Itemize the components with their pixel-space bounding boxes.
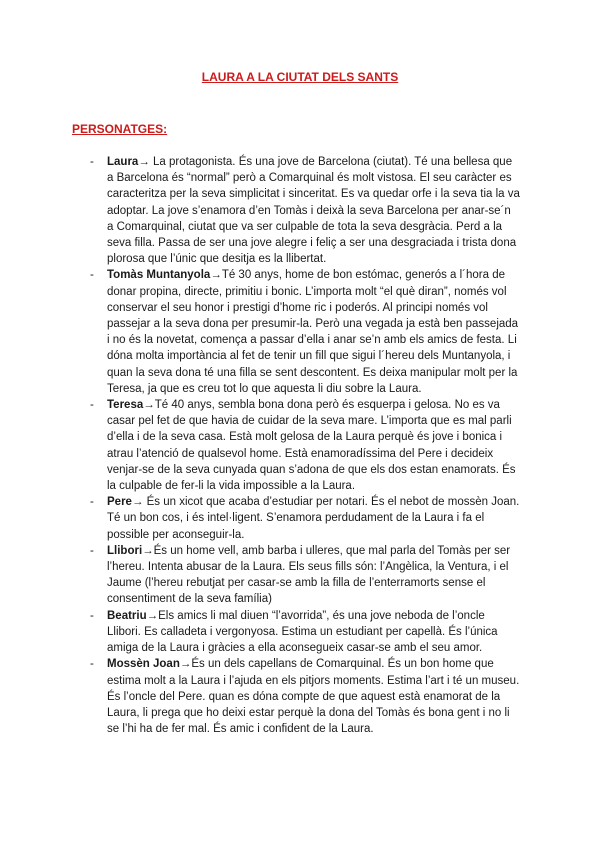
arrow-glyph: → [179, 658, 192, 671]
character-list [90, 154, 520, 737]
arrow-glyph: → [131, 496, 144, 509]
character-description: Té 30 anys, home de bon estómac, generós a l´hora de donar propina, directe, primitiu i bonic. L’importa molt “el què diran”, només vol conservar el seu honor i prestigi d’home ric i poderós. Al principi només vol passejar a la seva dona per presumir-la. Però una vegada ja està ben passejada i no és la novetat, comença a passar d’ella i anar se’n amb els amics de festa. Li dóna molta importància al fet de tenir un fill que sigui l´hereu dels Muntanyola, i quan la seva dona té una filla se sent descontent. Es deixa manipular molt per la Teresa, ja que es creu tot lo que aquesta li diu sobre la Laura. [107, 269, 519, 395]
list-item-llibori [90, 543, 520, 608]
bullet-dash: - [90, 658, 94, 671]
list-item-pere [90, 494, 520, 543]
character-description: És un home vell, amb barba i ulleres, que mal parla del Tomàs per ser l’hereu. Intenta abusar de la Laura. Els seus fills són: l’Angèlica, la Ventura, i el Jaume (l’hereu rebutjat per casar-se amb la filla de l’enterramorts sense el consentiment de la seva família) [107, 544, 511, 606]
bullet-dash: - [90, 496, 94, 509]
list-item-laura [90, 154, 520, 267]
character-name: Llibori [107, 544, 143, 557]
list-item-mossen-joan [90, 656, 520, 737]
character-name: Laura [107, 156, 139, 168]
list-item-tomas [90, 267, 520, 397]
character-name: Pere [107, 496, 132, 509]
bullet-dash: - [90, 609, 94, 622]
character-name: Mossèn Joan [107, 658, 180, 671]
character-description: És un xicot que acaba d’estudiar per notari. És el nebot de mossèn Joan. Té un bon cos, i és intel·ligent. S’enamora perdudament de la Laura i fa el possible per aconseguir-la. [107, 496, 520, 541]
bullet-dash: - [90, 399, 94, 412]
character-description: És un dels capellans de Comarquinal. És un bon home que estima molt a la Laura i l’ajuda en els pitjors moments. Estima l’art i té un museu. És l’oncle del Pere. quan es dóna compte de que aquest està enamorat de la Laura, li prega que ho deixi estar perquè la dona del Tomàs és bona gent i no li se l’hi ha de fer mal. És amic i confident de la Laura. [107, 658, 520, 736]
list-item-beatriu [90, 608, 520, 657]
arrow-glyph: → [210, 269, 222, 282]
character-name: Tomàs Muntanyola [107, 269, 211, 282]
list-item-teresa [90, 397, 520, 494]
character-description: Té 40 anys, sembla bona dona però és esquerpa i gelosa. No es va casar pel fet de que havia de cuidar de la seva mare. L’importa que es mal parli d’ella i de la seva casa. Està molt gelosa de la Laura perquè és jove i bonica i atrau l’atenció de qualsevol home. Està enamoradíssima del Pere i decideix venjar-se de la seva cunyada quan s’adona de que els dos estan enamorats. És la culpable de fer-li la vida impossible a la Laura. [107, 399, 516, 493]
character-name: Teresa [107, 399, 144, 412]
arrow-glyph: → [143, 399, 155, 412]
arrow-glyph: → [138, 156, 150, 168]
document-title: LAURA A LA CIUTAT DELS SANTS [201, 70, 399, 84]
character-description: La protagonista. És una jove de Barcelona (ciutat). Té una bellesa que a Barcelona és “normal” però a Comarquinal és molt vistosa. El seu caràcter es caracteritza per la seva simplicitat i sinceritat. Es va quedar orfe i la seva tia la va adoptar. La jove s’enamora d’en Tomàs i deixà la seva Barcelona per anar-se´n a Comarquinal, ciutat que va ser culpable de tota la seva desgràcia. Perd a la seva filla. Passa de ser una jove alegre i feliç a ser una desgraciada i trista dona plorosa que l’únic que desitja es la llibertat. [107, 156, 520, 266]
section-heading: PERSONATGES: [72, 122, 168, 136]
bullet-dash: - [90, 156, 94, 168]
character-name: Beatriu [107, 609, 147, 622]
arrow-glyph: → [142, 544, 154, 557]
character-description: Els amics li mal diuen “l’avorrida”, és una jove neboda de l’oncle Llibori. Es calladeta i vergonyosa. Estima un estudiant per capellà. És l’única amiga de la Laura i gràcies a ella aconsegueix casar-se amb el seu amor. [107, 609, 498, 655]
arrow-glyph: → [146, 609, 159, 622]
bullet-dash: - [90, 544, 94, 557]
bullet-dash: - [90, 269, 94, 282]
